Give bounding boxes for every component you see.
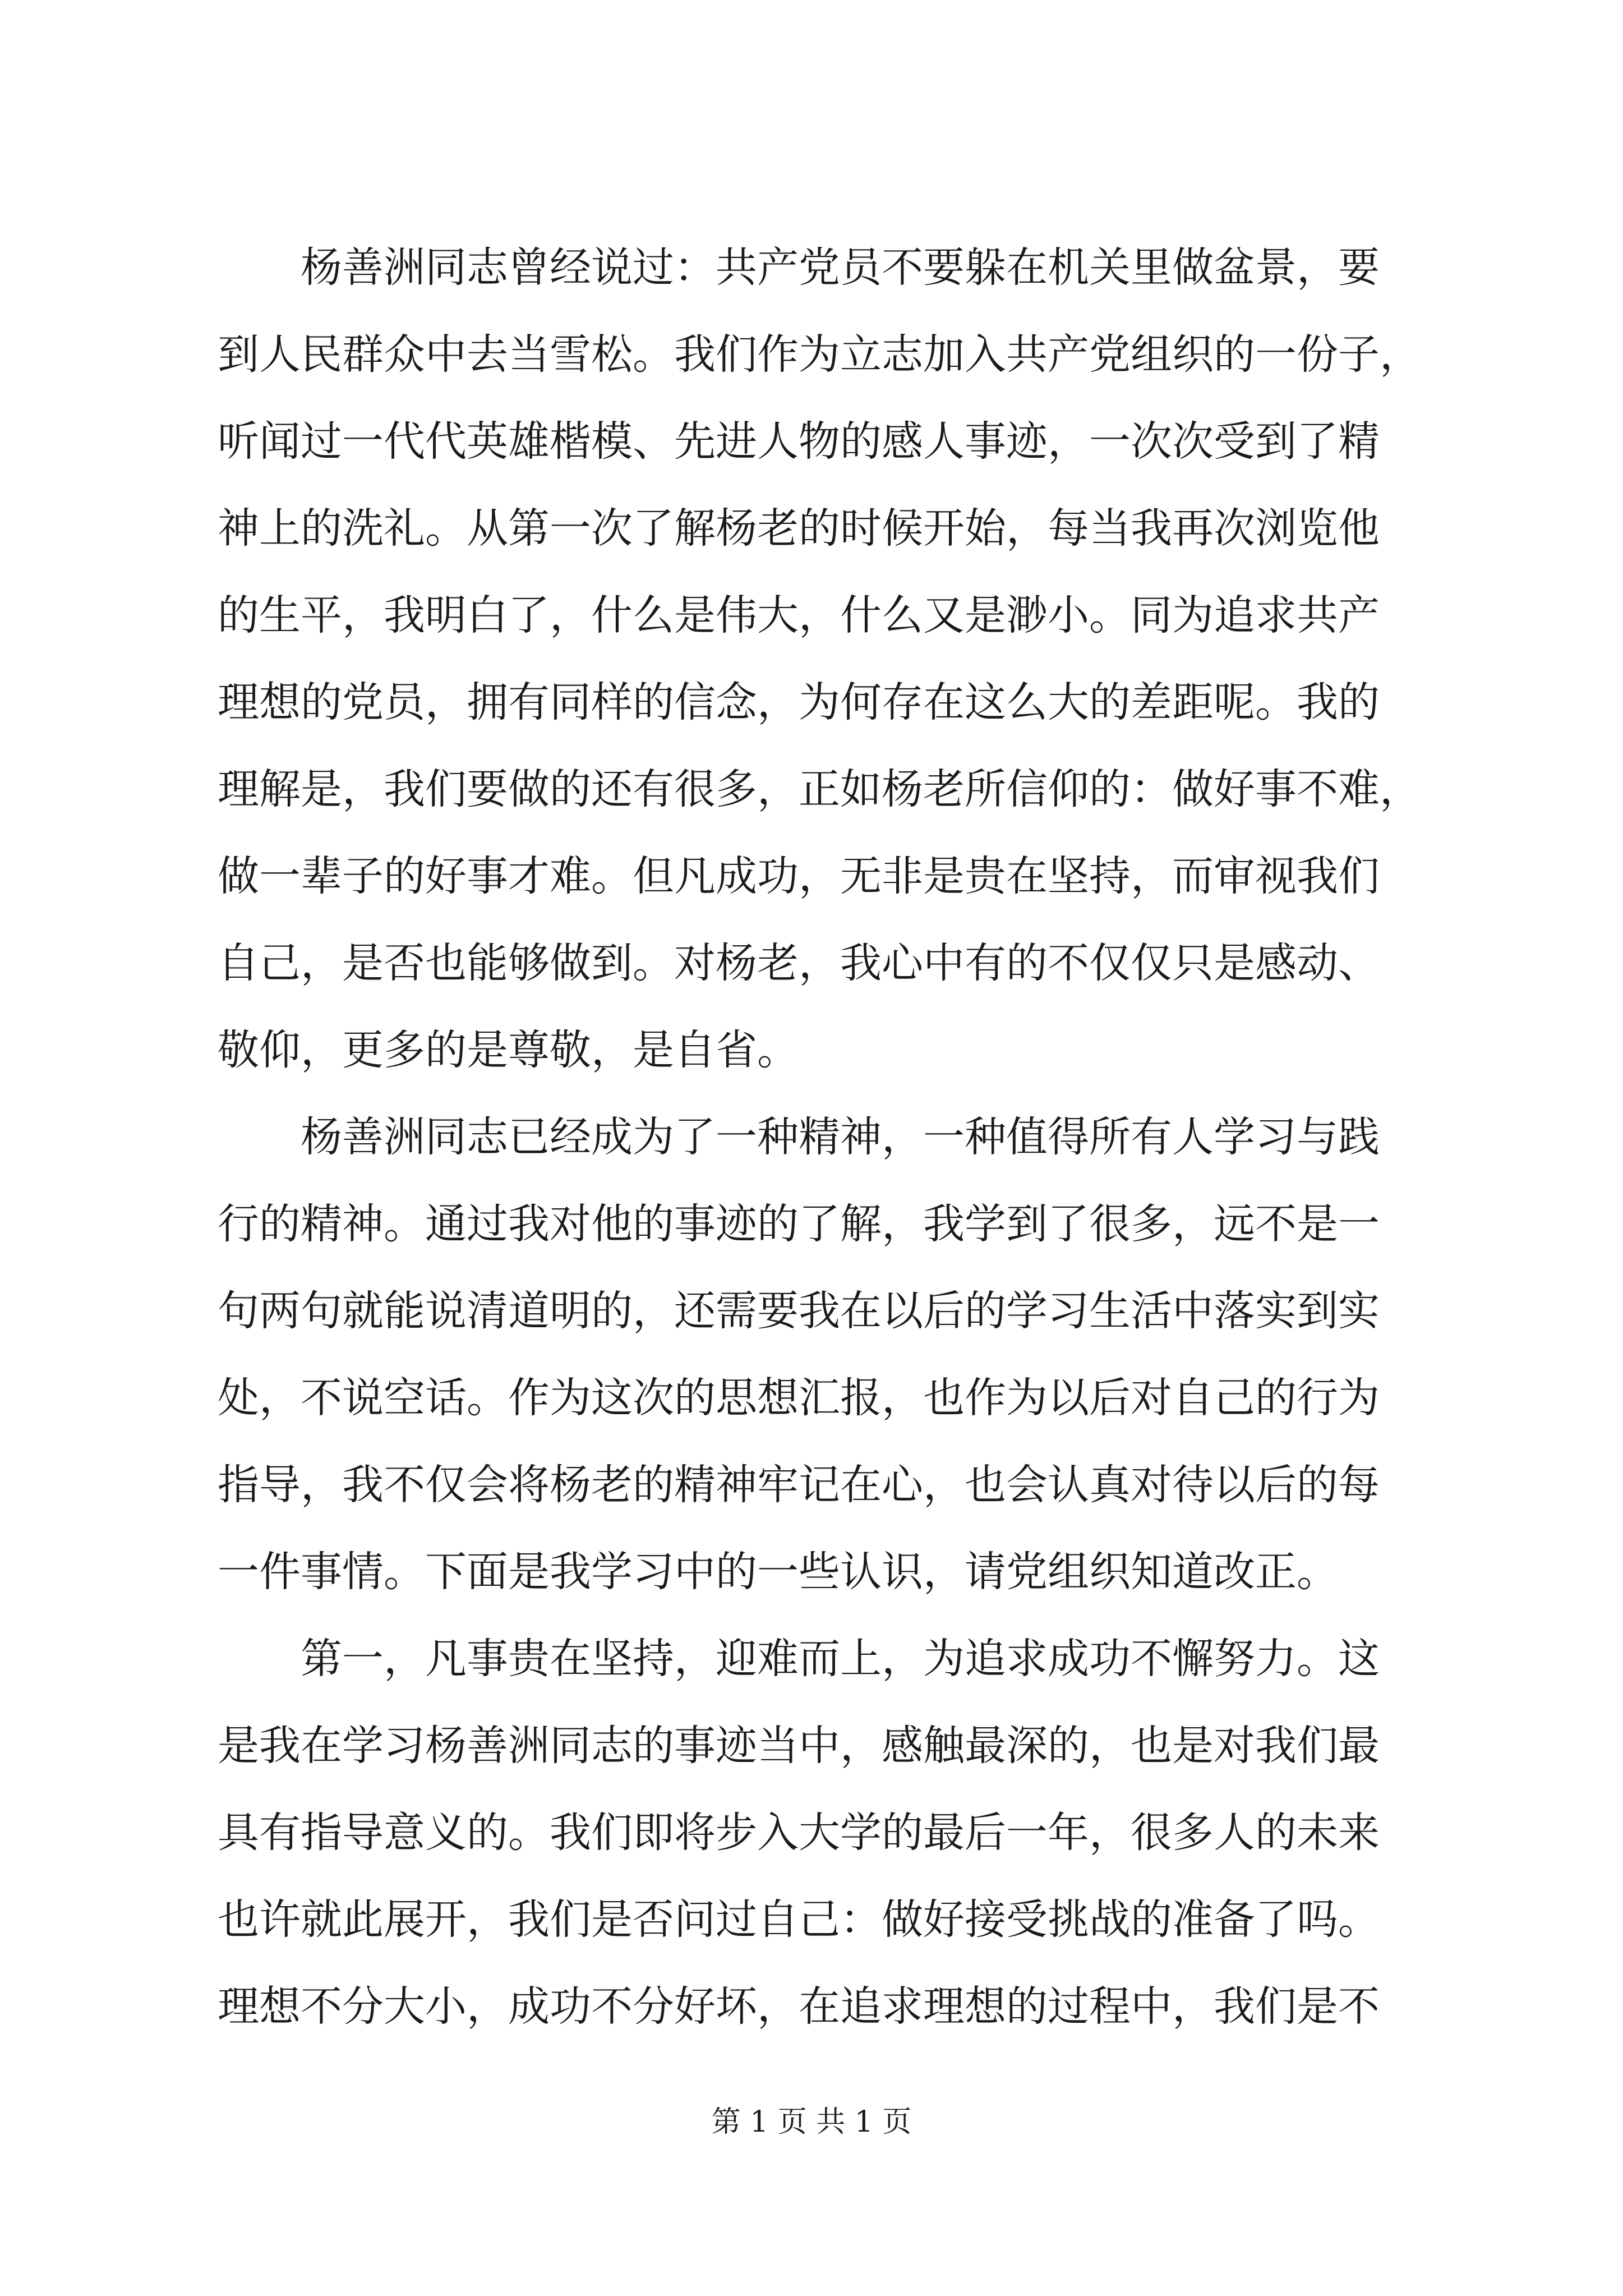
page-number-footer: 第 1 页 共 1 页 (711, 2105, 912, 2139)
text-line: 的生平，我明白了，什么是伟大，什么又是渺小。同为追求共产 (218, 591, 1380, 639)
text-line: 神上的洗礼。从第一次了解杨老的时候开始，每当我再次浏览他 (218, 504, 1380, 553)
text-line: 杨善洲同志曾经说过：共产党员不要躲在机关里做盆景，要 (218, 243, 1380, 292)
text-line: 杨善洲同志已经成为了一种精神，一种值得所有人学习与践 (218, 1113, 1380, 1161)
text-line: 做一辈子的好事才难。但凡成功，无非是贵在坚持，而审视我们 (218, 852, 1380, 900)
text-line: 敬仰，更多的是尊敬，是自省。 (218, 1026, 799, 1074)
text-line: 一件事情。下面是我学习中的一些认识，请党组织知道改正。 (218, 1548, 1338, 1596)
text-line: 行的精神。通过我对他的事迹的了解，我学到了很多，远不是一 (218, 1200, 1380, 1248)
text-line: 指导，我不仅会将杨老的精神牢记在心，也会认真对待以后的每 (218, 1461, 1380, 1509)
text-line: 处，不说空话。作为这次的思想汇报，也作为以后对自己的行为 (218, 1374, 1380, 1422)
body-text (218, 0, 1620, 2031)
text-line: 理想不分大小，成功不分好坏，在追求理想的过程中，我们是不 (218, 1982, 1380, 2031)
text-line: 理解是，我们要做的还有很多，正如杨老所信仰的：做好事不难， (218, 765, 1421, 813)
text-line: 也许就此展开，我们是否问过自己：做好接受挑战的准备了吗。 (218, 1895, 1380, 1944)
text-line: 句两句就能说清道明的，还需要我在以后的学习生活中落实到实 (218, 1287, 1380, 1335)
text-line: 是我在学习杨善洲同志的事迹当中，感触最深的，也是对我们最 (218, 1722, 1380, 1770)
text-line: 到人民群众中去当雪松。我们作为立志加入共产党组织的一份子， (218, 330, 1421, 379)
text-line: 第一，凡事贵在坚持，迎难而上，为追求成功不懈努力。这 (218, 1635, 1380, 1683)
text-line: 听闻过一代代英雄楷模、先进人物的感人事迹，一次次受到了精 (218, 417, 1380, 466)
text-line: 理想的党员，拥有同样的信念，为何存在这么大的差距呢。我的 (218, 678, 1380, 726)
text-line: 自己，是否也能够做到。对杨老，我心中有的不仅仅只是感动、 (218, 939, 1380, 987)
text-line: 具有指导意义的。我们即将步入大学的最后一年，很多人的未来 (218, 1809, 1380, 1857)
